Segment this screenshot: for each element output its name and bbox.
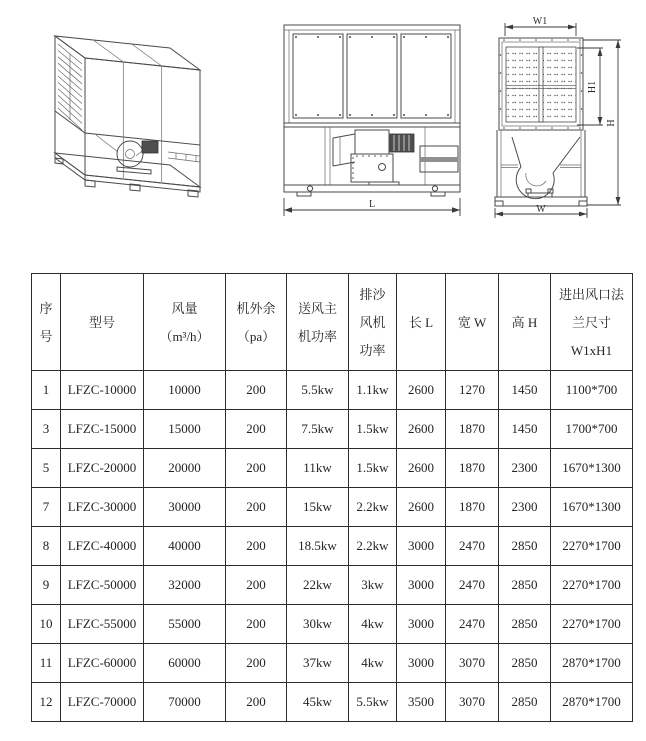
cell-airflow: 32000: [144, 566, 226, 605]
table-row: [32, 488, 633, 527]
cell-length: 3500: [397, 683, 446, 722]
cell-serial: 9: [32, 566, 61, 605]
cell-airflow: 40000: [144, 527, 226, 566]
front-fan-inlet-box: [355, 130, 389, 154]
cell-flange: 2270*1700: [551, 527, 633, 566]
cell-length: 3000: [397, 527, 446, 566]
cell-serial: 1: [32, 371, 61, 410]
cell-length: 3000: [397, 566, 446, 605]
cell-pressure: 200: [226, 449, 287, 488]
cell-airflow: 60000: [144, 644, 226, 683]
cell-pressure: 200: [226, 566, 287, 605]
cell-airflow: 20000: [144, 449, 226, 488]
cell-height: 2850: [499, 527, 551, 566]
cell-sand-power: 2.2kw: [349, 488, 397, 527]
cell-height: 2850: [499, 644, 551, 683]
cell-supply-power: 7.5kw: [287, 410, 349, 449]
iso-top-face: [55, 36, 200, 70]
cell-length: 2600: [397, 488, 446, 527]
front-panels: [293, 34, 451, 118]
cell-model: LFZC-50000: [61, 566, 144, 605]
cell-model: LFZC-10000: [61, 371, 144, 410]
cell-width: 2470: [446, 527, 499, 566]
dim-label-W: W: [536, 204, 546, 215]
cell-flange: 1700*700: [551, 410, 633, 449]
col-header-width: 宽 W: [446, 274, 499, 371]
cell-pressure: 200: [226, 488, 287, 527]
cell-length: 3000: [397, 605, 446, 644]
cell-sand-power: 4kw: [349, 605, 397, 644]
col-header-supply-fan-power: 送风主 机功率: [287, 274, 349, 371]
cell-pressure: 200: [226, 683, 287, 722]
cell-pressure: 200: [226, 410, 287, 449]
cell-height: 1450: [499, 410, 551, 449]
cell-model: LFZC-15000: [61, 410, 144, 449]
cell-sand-power: 3kw: [349, 566, 397, 605]
cell-serial: 5: [32, 449, 61, 488]
specs-table: [31, 273, 633, 722]
header-row: [32, 274, 633, 371]
iso-grille: [58, 44, 82, 130]
cell-sand-power: 4kw: [349, 644, 397, 683]
cell-pressure: 200: [226, 527, 287, 566]
cell-serial: 11: [32, 644, 61, 683]
cell-sand-power: 5.5kw: [349, 683, 397, 722]
cell-airflow: 70000: [144, 683, 226, 722]
side-flange-panel: [499, 38, 583, 130]
cell-height: 2850: [499, 683, 551, 722]
cell-height: 2300: [499, 449, 551, 488]
cell-serial: 12: [32, 683, 61, 722]
cell-length: 2600: [397, 410, 446, 449]
cell-pressure: 200: [226, 605, 287, 644]
dim-label-W1: W1: [532, 16, 548, 27]
front-side-strip: [420, 157, 458, 162]
dim-label-H: H: [606, 119, 617, 127]
side-w1-dimension: [505, 16, 576, 36]
cell-airflow: 30000: [144, 488, 226, 527]
cell-width: 2470: [446, 566, 499, 605]
cell-serial: 10: [32, 605, 61, 644]
cell-sand-power: 2.2kw: [349, 527, 397, 566]
col-header-sand-fan-power: 排沙 风机 功率: [349, 274, 397, 371]
table-row: [32, 449, 633, 488]
cell-serial: 8: [32, 527, 61, 566]
side-view-drawing: [490, 15, 628, 227]
cell-model: LFZC-30000: [61, 488, 144, 527]
cell-width: 3070: [446, 644, 499, 683]
cell-model: LFZC-20000: [61, 449, 144, 488]
cell-width: 2470: [446, 605, 499, 644]
table-row: [32, 605, 633, 644]
cell-sand-power: 1.5kw: [349, 410, 397, 449]
cell-height: 2850: [499, 605, 551, 644]
cell-pressure: 200: [226, 371, 287, 410]
iso-front-face: [85, 58, 200, 145]
col-header-model: 型号: [61, 274, 144, 371]
cell-width: 3070: [446, 683, 499, 722]
cell-supply-power: 30kw: [287, 605, 349, 644]
cell-sand-power: 1.5kw: [349, 449, 397, 488]
cell-height: 1450: [499, 371, 551, 410]
front-outline: [284, 25, 460, 192]
iso-base-frame: [55, 111, 200, 197]
cell-model: LFZC-60000: [61, 644, 144, 683]
cell-height: 2850: [499, 566, 551, 605]
cell-model: LFZC-55000: [61, 605, 144, 644]
cell-pressure: 200: [226, 644, 287, 683]
cell-flange: 1100*700: [551, 371, 633, 410]
cell-length: 3000: [397, 644, 446, 683]
front-base: [284, 185, 460, 196]
cell-airflow: 55000: [144, 605, 226, 644]
cell-width: 1870: [446, 410, 499, 449]
cell-sand-power: 1.1kw: [349, 371, 397, 410]
col-header-flange-size: 进出风口法 兰尺寸 W1xH1: [551, 274, 633, 371]
cell-flange: 2270*1700: [551, 605, 633, 644]
side-h-dimension: [583, 40, 621, 205]
cell-flange: 2870*1700: [551, 644, 633, 683]
col-header-static-pressure: 机外余 （pa）: [226, 274, 287, 371]
cell-model: LFZC-40000: [61, 527, 144, 566]
front-fan-scroll: [351, 154, 393, 182]
col-header-airflow: 风量 （m³/h）: [144, 274, 226, 371]
cell-flange: 1670*1300: [551, 488, 633, 527]
cell-supply-power: 37kw: [287, 644, 349, 683]
cell-width: 1870: [446, 449, 499, 488]
cell-flange: 2870*1700: [551, 683, 633, 722]
cell-supply-power: 11kw: [287, 449, 349, 488]
cell-airflow: 15000: [144, 410, 226, 449]
cell-length: 2600: [397, 371, 446, 410]
front-fan-section: [325, 127, 458, 185]
cell-serial: 7: [32, 488, 61, 527]
side-h1-dimension: [577, 48, 603, 125]
isometric-view-drawing: [30, 18, 245, 206]
col-header-serial: 序 号: [32, 274, 61, 371]
front-view-drawing: [283, 20, 465, 220]
table-header: [32, 274, 633, 371]
cell-supply-power: 22kw: [287, 566, 349, 605]
cell-supply-power: 15kw: [287, 488, 349, 527]
cell-height: 2300: [499, 488, 551, 527]
table-row: [32, 527, 633, 566]
cell-supply-power: 5.5kw: [287, 371, 349, 410]
cell-length: 2600: [397, 449, 446, 488]
cell-supply-power: 45kw: [287, 683, 349, 722]
cell-supply-power: 18.5kw: [287, 527, 349, 566]
iso-motor: [142, 141, 158, 153]
table-row: [32, 371, 633, 410]
iso-fan-scroll: [117, 141, 143, 167]
table-row: [32, 683, 633, 722]
dim-label-H1: H1: [587, 80, 598, 94]
cell-width: 1870: [446, 488, 499, 527]
side-body: [497, 130, 585, 199]
table-body: [32, 371, 633, 722]
table-row: [32, 644, 633, 683]
table-row: [32, 410, 633, 449]
front-length-dimension: [284, 198, 460, 216]
table-row: [32, 566, 633, 605]
cell-serial: 3: [32, 410, 61, 449]
dim-label-L: L: [368, 199, 376, 210]
cell-flange: 1670*1300: [551, 449, 633, 488]
cell-model: LFZC-70000: [61, 683, 144, 722]
cell-airflow: 10000: [144, 371, 226, 410]
col-header-length: 长 L: [397, 274, 446, 371]
col-header-height: 高 H: [499, 274, 551, 371]
cell-flange: 2270*1700: [551, 566, 633, 605]
cell-width: 1270: [446, 371, 499, 410]
